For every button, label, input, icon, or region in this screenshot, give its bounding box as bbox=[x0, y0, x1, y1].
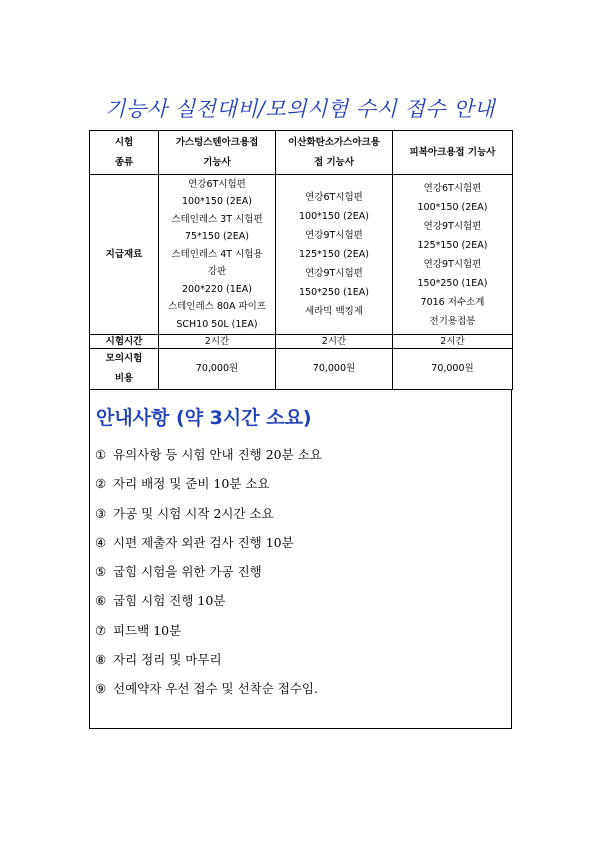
notice-title: 안내사항 (약 3시간 소요) bbox=[96, 407, 312, 429]
materials-cell-gtaw bbox=[159, 175, 276, 335]
list-item bbox=[95, 591, 322, 620]
item-text: 자리 배정 및 준비 10분 소요 bbox=[113, 476, 270, 492]
material-line: 200*220 (1EA) bbox=[182, 283, 252, 295]
item-text: 가공 및 시험 시작 2시간 소요 bbox=[113, 505, 274, 521]
item-number: ② bbox=[95, 476, 107, 492]
time-cell: 2시간 bbox=[276, 335, 393, 349]
material-line: 연강6T시험편 bbox=[305, 192, 363, 203]
material-line: 150*250 (1EA) bbox=[299, 287, 369, 298]
column-header-line: 가스텅스텐아크용접 bbox=[175, 136, 259, 148]
table-row-materials bbox=[90, 175, 513, 335]
material-line: 100*150 (2EA) bbox=[182, 196, 252, 208]
material-line: 세라믹 백킹제 bbox=[304, 306, 364, 317]
exam-info-table bbox=[89, 130, 513, 390]
list-item bbox=[95, 474, 322, 503]
row-label-line: 비용 bbox=[114, 373, 134, 384]
row-label-line: 모의시험 bbox=[105, 353, 143, 364]
cost-cell: 70,000원 bbox=[159, 349, 276, 390]
item-text: 피드백 10분 bbox=[113, 622, 182, 638]
material-line: 연강9T시험편 bbox=[423, 220, 482, 232]
material-line: 스테인레스 4T 시험용 bbox=[171, 248, 263, 260]
table-row-exam-type bbox=[90, 131, 513, 175]
item-number: ⑤ bbox=[95, 564, 107, 580]
column-header-smaw bbox=[393, 131, 513, 175]
item-number: ④ bbox=[95, 534, 107, 550]
row-label-line: 시험 bbox=[114, 136, 134, 148]
item-number: ⑨ bbox=[95, 681, 107, 697]
cost-cell: 70,000원 bbox=[276, 349, 393, 390]
time-cell: 2시간 bbox=[393, 335, 513, 349]
material-line: 연강9T시험편 bbox=[423, 258, 482, 270]
time-cell: 2시간 bbox=[159, 335, 276, 349]
list-item bbox=[95, 679, 322, 708]
item-number: ① bbox=[95, 447, 107, 462]
page-title: 기능사 실전대비/모의시험 수시 접수 안내 bbox=[105, 97, 495, 121]
material-line: 강판 bbox=[207, 266, 227, 278]
list-item bbox=[95, 562, 322, 591]
list-item bbox=[95, 504, 322, 533]
column-header-gtaw bbox=[159, 131, 276, 175]
list-item bbox=[95, 533, 322, 562]
list-item bbox=[95, 445, 322, 474]
item-text: 선예약자 우선 접수 및 선착순 접수임. bbox=[113, 681, 318, 697]
material-line: 125*150 (2EA) bbox=[299, 249, 369, 260]
list-item bbox=[95, 650, 322, 679]
table-row-exam-time bbox=[90, 335, 513, 349]
material-line: 연강9T시험편 bbox=[305, 230, 363, 241]
material-line: 150*250 (1EA) bbox=[417, 277, 488, 289]
column-header-line: 접 기능사 bbox=[313, 156, 354, 168]
material-line: 스테인레스 80A 파이프 bbox=[167, 301, 267, 313]
material-line: 스테인레스 3T 시험편 bbox=[171, 213, 263, 225]
row-label-cost bbox=[90, 349, 159, 390]
material-line: 연강6T시험편 bbox=[188, 178, 246, 190]
notice-list bbox=[95, 445, 322, 709]
material-line: 전기용접봉 bbox=[429, 315, 476, 327]
item-text: 굽힘 시험 진행 10분 bbox=[113, 593, 226, 609]
materials-cell-co2 bbox=[276, 175, 393, 335]
item-text: 유의사항 등 시험 안내 진행 20분 소요 bbox=[113, 447, 322, 462]
item-number: ⑦ bbox=[95, 622, 107, 638]
material-line: 연강6T시험편 bbox=[423, 182, 482, 194]
item-number: ③ bbox=[95, 505, 107, 521]
material-line: 125*150 (2EA) bbox=[417, 239, 488, 251]
materials-cell-smaw bbox=[393, 175, 513, 335]
list-item bbox=[95, 621, 322, 650]
column-header-line: 피복아크용접 기능사 bbox=[409, 146, 496, 158]
item-number: ⑧ bbox=[95, 652, 107, 668]
row-label-line: 종류 bbox=[114, 156, 134, 168]
notice-box bbox=[89, 389, 512, 729]
row-label-materials: 지급재료 bbox=[90, 175, 159, 335]
material-line: 연강9T시험편 bbox=[305, 268, 363, 279]
item-text: 시편 제출자 외관 검사 진행 10분 bbox=[113, 534, 294, 550]
material-line: 100*150 (2EA) bbox=[299, 211, 369, 222]
cost-cell: 70,000원 bbox=[393, 349, 513, 390]
material-line: 100*150 (2EA) bbox=[417, 201, 488, 213]
item-number: ⑥ bbox=[95, 593, 107, 609]
column-header-line: 이산화탄소가스아크용 bbox=[288, 136, 380, 148]
material-line: SCH10 50L (1EA) bbox=[176, 318, 258, 330]
row-label-exam-time: 시험시간 bbox=[90, 335, 159, 349]
item-text: 굽힘 시험을 위한 가공 진행 bbox=[113, 564, 262, 580]
item-text: 자리 정리 및 마무리 bbox=[113, 652, 222, 668]
material-line: 75*150 (2EA) bbox=[185, 231, 249, 243]
row-label-exam-type bbox=[90, 131, 159, 175]
column-header-co2 bbox=[276, 131, 393, 175]
material-line: 7016 저수소계 bbox=[420, 296, 485, 308]
column-header-line: 기능사 bbox=[203, 156, 231, 168]
table-row-cost bbox=[90, 349, 513, 390]
